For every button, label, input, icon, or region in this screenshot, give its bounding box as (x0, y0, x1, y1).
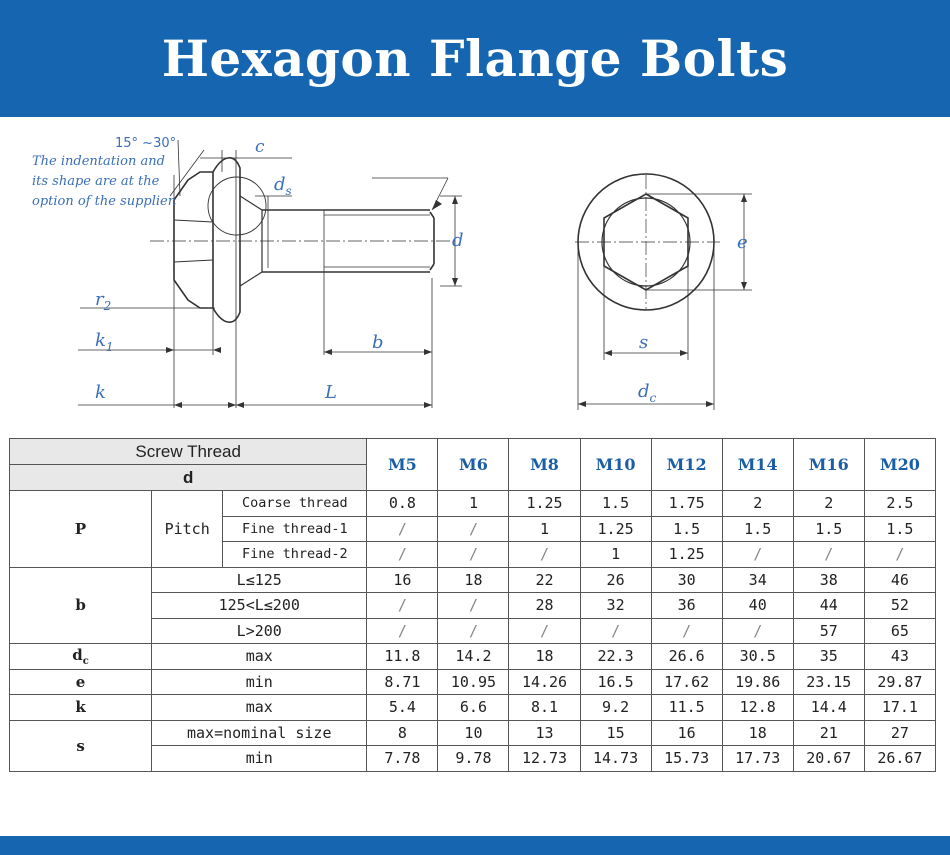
note-line-2: its shape are at the (32, 174, 160, 189)
value-cell: / (509, 542, 580, 568)
value-cell: 13 (509, 720, 580, 746)
size-header: M10 (580, 439, 651, 491)
value-cell: 43 (864, 644, 935, 670)
param-label-s: s (10, 720, 152, 771)
value-cell: 0.8 (367, 491, 438, 517)
param-label-b: b (10, 567, 152, 644)
angle-label: 15° ~30° (115, 136, 177, 151)
dimension-table (9, 438, 936, 772)
value-cell: / (651, 618, 722, 644)
value-cell: / (864, 542, 935, 568)
title-banner (0, 0, 950, 117)
value-cell: 40 (722, 593, 793, 619)
value-cell: 27 (864, 720, 935, 746)
label-b: b (372, 332, 384, 353)
value-cell: / (580, 618, 651, 644)
value-cell: / (438, 516, 509, 542)
label-L: L (325, 382, 337, 403)
value-cell: 26 (580, 567, 651, 593)
value-cell: 17.62 (651, 669, 722, 695)
value-cell: / (367, 618, 438, 644)
value-cell: 18 (722, 720, 793, 746)
value-cell: 19.86 (722, 669, 793, 695)
table-row (10, 695, 936, 721)
footer-banner (0, 836, 950, 855)
value-cell: 29.87 (864, 669, 935, 695)
value-cell: 8.1 (509, 695, 580, 721)
row-label: 125<L≤200 (152, 593, 367, 619)
value-cell: 20.67 (793, 746, 864, 772)
value-cell: 65 (864, 618, 935, 644)
value-cell: 5.4 (367, 695, 438, 721)
table-row (10, 644, 936, 670)
value-cell: 1 (509, 516, 580, 542)
arrowheads (166, 194, 747, 408)
value-cell: 2.5 (864, 491, 935, 517)
value-cell: 26.67 (864, 746, 935, 772)
size-header: M16 (793, 439, 864, 491)
side-view (150, 158, 450, 322)
table-row (10, 567, 936, 593)
value-cell: / (722, 618, 793, 644)
value-cell: / (367, 516, 438, 542)
value-cell: 35 (793, 644, 864, 670)
value-cell: 32 (580, 593, 651, 619)
label-k: k (95, 382, 106, 403)
value-cell: 14.2 (438, 644, 509, 670)
value-cell: 1.75 (651, 491, 722, 517)
value-cell: 6.6 (438, 695, 509, 721)
label-s: s (639, 332, 649, 353)
label-e: e (737, 232, 748, 253)
param-label-k: k (10, 695, 152, 721)
value-cell: 1.25 (509, 491, 580, 517)
value-cell: 30.5 (722, 644, 793, 670)
note-line-1: The indentation and (32, 154, 165, 169)
value-cell: 11.5 (651, 695, 722, 721)
value-cell: 1 (438, 491, 509, 517)
value-cell: 15.73 (651, 746, 722, 772)
label-ds: $d_s$ (274, 174, 292, 198)
value-cell: 23.15 (793, 669, 864, 695)
value-cell: 16 (367, 567, 438, 593)
value-cell: 1.5 (651, 516, 722, 542)
value-cell: 36 (651, 593, 722, 619)
row-label: L≤125 (152, 567, 367, 593)
label-d: d (452, 230, 464, 251)
size-header: M12 (651, 439, 722, 491)
value-cell: 12.8 (722, 695, 793, 721)
value-cell: 1.5 (793, 516, 864, 542)
value-cell: 1.25 (580, 516, 651, 542)
value-cell: / (367, 542, 438, 568)
value-cell: 1.5 (864, 516, 935, 542)
param-label-e: e (10, 669, 152, 695)
pitch-label: Pitch (152, 491, 223, 568)
header-screw-thread: Screw Thread (10, 439, 367, 465)
row-label: Fine thread-1 (223, 516, 367, 542)
value-cell: 30 (651, 567, 722, 593)
value-cell: 34 (722, 567, 793, 593)
row-label: Coarse thread (223, 491, 367, 517)
value-cell: 7.78 (367, 746, 438, 772)
label-k1: $k_1$ (95, 330, 114, 354)
note-line-3: option of the supplier. (32, 194, 177, 209)
page-title: Hexagon Flange Bolts (161, 29, 789, 88)
value-cell: 44 (793, 593, 864, 619)
value-cell: 9.2 (580, 695, 651, 721)
value-cell: 16.5 (580, 669, 651, 695)
row-label: L>200 (152, 618, 367, 644)
size-header: M14 (722, 439, 793, 491)
value-cell: / (438, 593, 509, 619)
value-cell: 26.6 (651, 644, 722, 670)
row-label: max=nominal size (152, 720, 367, 746)
value-cell: / (367, 593, 438, 619)
value-cell: 14.73 (580, 746, 651, 772)
value-cell: 46 (864, 567, 935, 593)
value-cell: 11.8 (367, 644, 438, 670)
value-cell: 22.3 (580, 644, 651, 670)
value-cell: 1.5 (580, 491, 651, 517)
header-d: d (10, 465, 367, 491)
label-dc: $d_c$ (638, 381, 657, 405)
row-label: max (152, 644, 367, 670)
row-label: min (152, 669, 367, 695)
size-header: M8 (509, 439, 580, 491)
value-cell: / (438, 542, 509, 568)
value-cell: 8.71 (367, 669, 438, 695)
value-cell: 15 (580, 720, 651, 746)
value-cell: 17.73 (722, 746, 793, 772)
size-header: M20 (864, 439, 935, 491)
row-label: min (152, 746, 367, 772)
value-cell: / (509, 618, 580, 644)
value-cell: / (793, 542, 864, 568)
row-label: max (152, 695, 367, 721)
value-cell: 14.4 (793, 695, 864, 721)
value-cell: 18 (438, 567, 509, 593)
row-label: Fine thread-2 (223, 542, 367, 568)
value-cell: 28 (509, 593, 580, 619)
param-label-dc: $d_c$ (10, 644, 152, 670)
value-cell: 1.5 (722, 516, 793, 542)
value-cell: 38 (793, 567, 864, 593)
value-cell: 1.25 (651, 542, 722, 568)
value-cell: 14.26 (509, 669, 580, 695)
table-row (10, 720, 936, 746)
table-row (10, 491, 936, 517)
value-cell: 1 (580, 542, 651, 568)
value-cell: 2 (722, 491, 793, 517)
param-label-p: P (10, 491, 152, 568)
table-row (10, 669, 936, 695)
value-cell: 16 (651, 720, 722, 746)
technical-drawing (0, 117, 950, 437)
value-cell: 21 (793, 720, 864, 746)
value-cell: 57 (793, 618, 864, 644)
value-cell: 8 (367, 720, 438, 746)
size-header: M6 (438, 439, 509, 491)
value-cell: / (722, 542, 793, 568)
value-cell: 10 (438, 720, 509, 746)
value-cell: 18 (509, 644, 580, 670)
value-cell: 12.73 (509, 746, 580, 772)
value-cell: 52 (864, 593, 935, 619)
value-cell: 2 (793, 491, 864, 517)
label-r2: $r_2$ (95, 289, 112, 313)
value-cell: / (438, 618, 509, 644)
value-cell: 17.1 (864, 695, 935, 721)
value-cell: 10.95 (438, 669, 509, 695)
label-c: c (255, 137, 265, 157)
value-cell: 22 (509, 567, 580, 593)
size-header: M5 (367, 439, 438, 491)
value-cell: 9.78 (438, 746, 509, 772)
